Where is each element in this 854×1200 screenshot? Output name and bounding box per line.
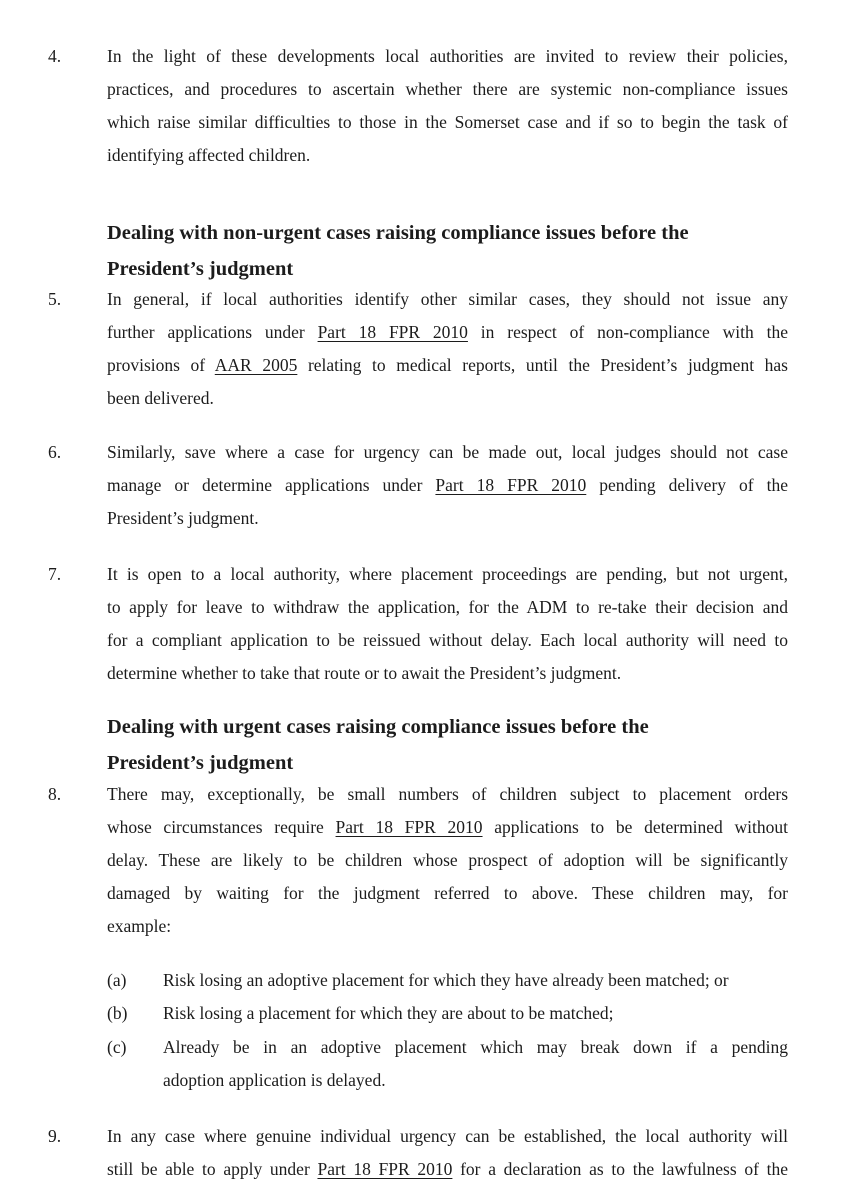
list-item-label: (c): [107, 1037, 127, 1057]
text-line: damaged by waiting for the judgment referred to above. These children may, for: [107, 883, 788, 903]
fpr-part18-link[interactable]: Part 18 FPR 2010: [335, 817, 483, 837]
fpr-part18-link[interactable]: Part 18 FPR 2010: [317, 1159, 453, 1179]
paragraph-number: 7.: [48, 564, 62, 584]
paragraph-text: [107, 1120, 788, 1186]
text-line: In the light of these developments local authorities are invited to review their policies,: [107, 46, 788, 66]
text-line: Similarly, save where a case for urgency can be made out, local judges should not case: [107, 442, 788, 462]
text-line: It is open to a local authority, where placement proceedings are pending, but not urgent,: [107, 564, 788, 584]
text-line: practices, and procedures to ascertain whether there are systemic non-compliance issues: [107, 79, 788, 99]
heading-line: Dealing with urgent cases raising compliance issues before the: [107, 716, 649, 738]
paragraph-text: [107, 558, 788, 690]
text-line: In any case where genuine individual urgency can be established, the local authority will: [107, 1126, 788, 1146]
text-line: which raise similar difficulties to those in the Somerset case and if so to begin the task of: [107, 112, 788, 132]
paragraph-text: [107, 436, 788, 535]
heading-line: President’s judgment: [107, 258, 294, 280]
list-item-text: [163, 1031, 788, 1097]
text-line: adoption application is delayed.: [163, 1070, 386, 1090]
list-item-label: (b): [107, 1003, 128, 1023]
text-line: Risk losing a placement for which they are about to be matched;: [163, 1003, 614, 1023]
text-line: delay. These are likely to be children whose prospect of adoption will be significantly: [107, 850, 788, 870]
list-item-text: [163, 997, 788, 1030]
paragraph-number: 4.: [48, 46, 62, 66]
text-line: been delivered.: [107, 388, 214, 408]
section-heading-urgent: [107, 709, 807, 781]
text-line: further applications under Part 18 FPR 2010 in respect of non-compliance with the: [107, 322, 788, 342]
text-line: President’s judgment.: [107, 508, 259, 528]
text-line: example:: [107, 916, 172, 936]
paragraph-number: 9.: [48, 1126, 62, 1146]
text-line: manage or determine applications under Part 18 FPR 2010 pending delivery of the: [107, 475, 788, 495]
text-line: still be able to apply under Part 18 FPR 2010 for a declaration as to the lawfulness of the: [107, 1159, 788, 1179]
text-line: Already be in an adoptive placement which may break down if a pending: [163, 1037, 788, 1057]
text-line: There may, exceptionally, be small numbers of children subject to placement orders: [107, 784, 788, 804]
text-line: determine whether to take that route or to await the President’s judgment.: [107, 663, 622, 683]
text-line: In general, if local authorities identify other similar cases, they should not issue any: [107, 289, 788, 309]
list-item-text: [163, 964, 788, 997]
paragraph-text: [107, 778, 788, 943]
paragraph-number: 8.: [48, 784, 62, 804]
text-line: for a compliant application to be reissued without delay. Each local authority will need to: [107, 630, 788, 650]
text-line: identifying affected children.: [107, 145, 311, 165]
aar-2005-link[interactable]: AAR 2005: [214, 355, 298, 375]
paragraph-number: 5.: [48, 289, 62, 309]
fpr-part18-link[interactable]: Part 18 FPR 2010: [435, 475, 587, 495]
heading-line: Dealing with non-urgent cases raising compliance issues before the: [107, 222, 689, 244]
text-line: provisions of AAR 2005 relating to medical reports, until the President’s judgment has: [107, 355, 788, 375]
list-item-label: (a): [107, 970, 127, 990]
paragraph-text: [107, 283, 788, 415]
heading-line: President’s judgment: [107, 752, 294, 774]
text-line: to apply for leave to withdraw the application, for the ADM to re-take their decision and: [107, 597, 788, 617]
paragraph-number: 6.: [48, 442, 62, 462]
fpr-part18-link[interactable]: Part 18 FPR 2010: [317, 322, 468, 342]
section-heading-non-urgent: [107, 215, 807, 287]
text-line: whose circumstances require Part 18 FPR 2010 applications to be determined without: [107, 817, 788, 837]
paragraph-text: [107, 40, 788, 172]
text-line: Risk losing an adoptive placement for which they have already been matched; or: [163, 970, 729, 990]
